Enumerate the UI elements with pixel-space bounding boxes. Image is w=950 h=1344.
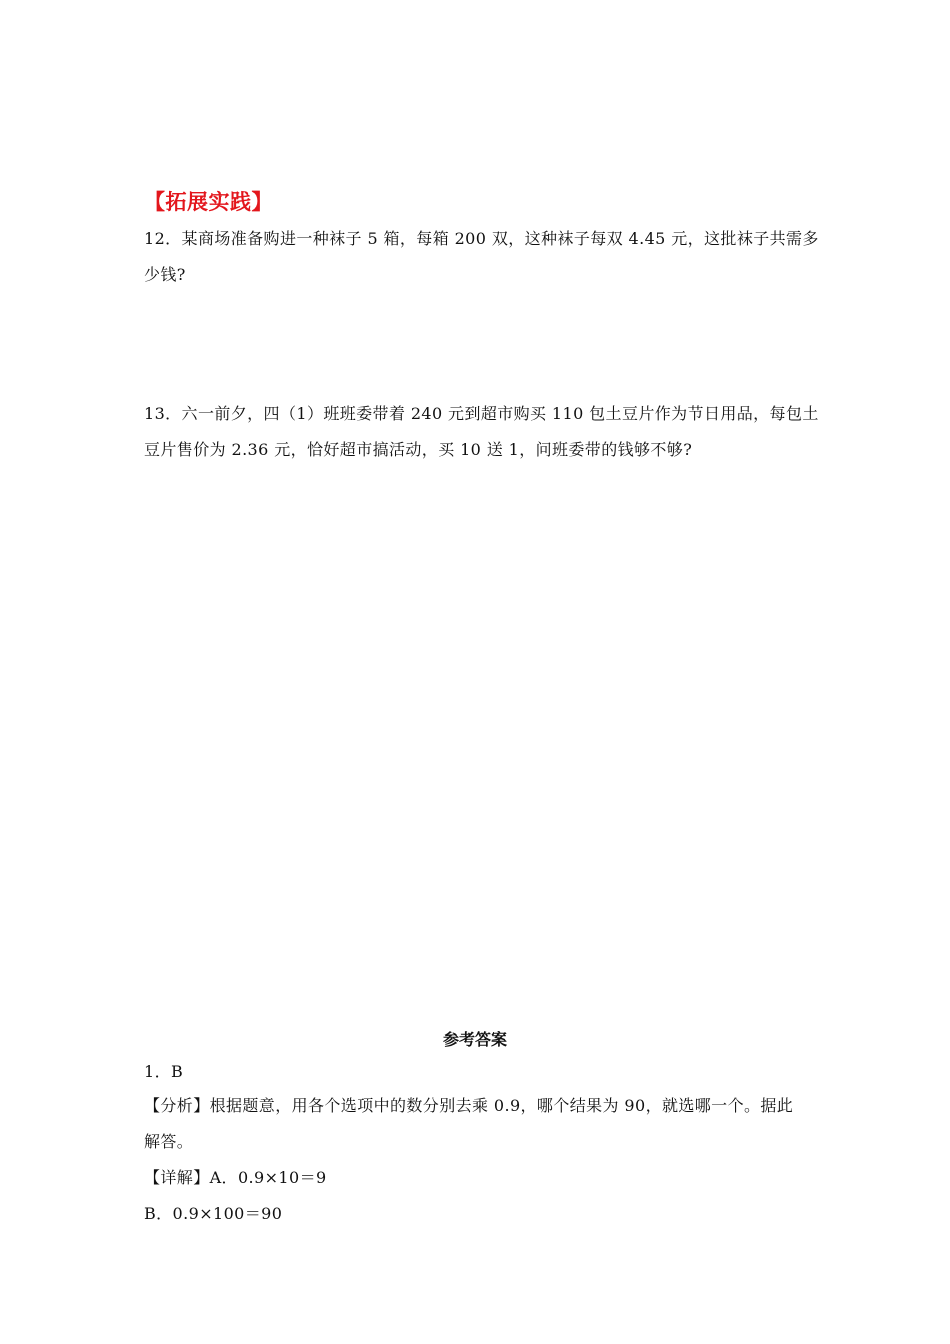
answer-1-choice: 1．B — [144, 1062, 184, 1081]
answers-title: 参考答案 — [442, 1030, 507, 1049]
answer-1-detail-a: 【详解】A．0.9×10＝9 — [144, 1168, 327, 1187]
answer-1-analysis-line-2: 解答。 — [144, 1132, 194, 1151]
question-13-line-1: 13．六一前夕，四（1）班班委带着 240 元到超市购买 110 包土豆片作为节日用品，每包土 — [144, 404, 819, 423]
section-heading: 【拓展实践】 — [144, 190, 273, 214]
question-12-line-1: 12．某商场准备购进一种袜子 5 箱，每箱 200 双，这种袜子每双 4.45 元，这批袜子共需多 — [144, 229, 819, 248]
question-13-line-2: 豆片售价为 2.36 元，恰好超市搞活动，买 10 送 1，问班委带的钱够不够? — [144, 440, 693, 459]
answer-1-analysis-line-1: 【分析】根据题意，用各个选项中的数分别去乘 0.9，哪个结果为 90，就选哪一个。据此 — [144, 1096, 794, 1115]
question-12-line-2: 少钱? — [144, 265, 186, 284]
answer-1-detail-b: B．0.9×100＝90 — [144, 1204, 283, 1223]
